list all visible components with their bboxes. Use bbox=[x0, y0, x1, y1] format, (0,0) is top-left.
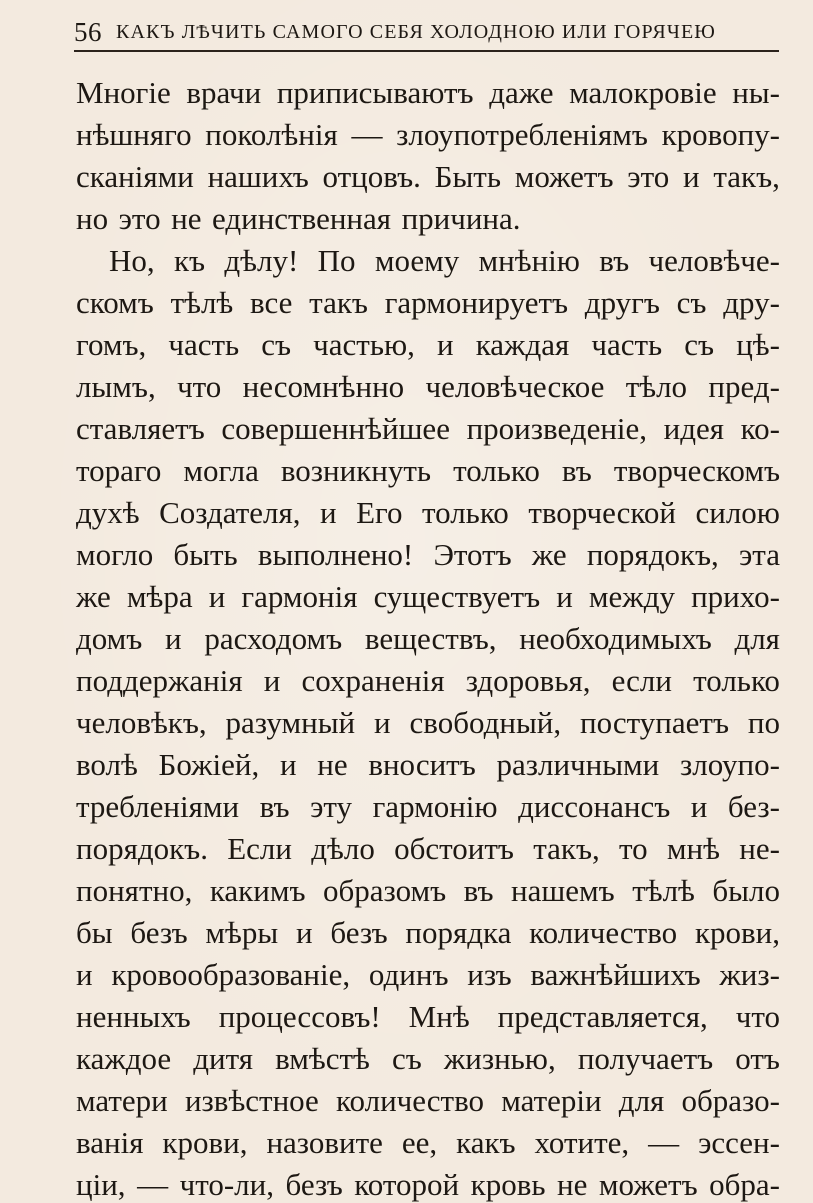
text-word: силою bbox=[695, 495, 780, 530]
text-word: только bbox=[421, 495, 509, 530]
text-word: что bbox=[735, 999, 780, 1034]
text-word: Божіей, bbox=[158, 747, 260, 782]
text-word: все bbox=[250, 285, 293, 320]
text-word: назовите bbox=[266, 1125, 383, 1160]
text-word: причина. bbox=[401, 201, 521, 236]
text-word: Но, bbox=[109, 243, 155, 278]
text-line bbox=[76, 870, 780, 912]
text-word: количество bbox=[336, 1083, 485, 1118]
text-word: можетъ bbox=[514, 159, 614, 194]
text-word: идея bbox=[663, 411, 725, 446]
text-word: домъ bbox=[76, 621, 143, 656]
text-word: возникнуть bbox=[280, 453, 432, 488]
text-word: можетъ bbox=[598, 1167, 698, 1202]
text-word: Многіе bbox=[76, 75, 171, 110]
text-word: жизнью, bbox=[443, 1041, 556, 1076]
text-word: каждое bbox=[76, 1041, 172, 1076]
text-word: и bbox=[208, 579, 226, 614]
text-word: и bbox=[437, 327, 454, 362]
text-word: не bbox=[171, 201, 202, 236]
text-word: образомъ bbox=[322, 873, 447, 908]
text-word: порядка bbox=[405, 915, 512, 950]
text-word: ненныхъ bbox=[76, 999, 191, 1034]
text-word: получаетъ bbox=[577, 1041, 714, 1076]
text-line bbox=[76, 744, 780, 786]
text-word: духѣ bbox=[76, 495, 140, 530]
text-word: каждая bbox=[475, 327, 570, 362]
text-word: не bbox=[317, 747, 348, 782]
text-word: тѣлѣ bbox=[632, 873, 695, 908]
text-word: произведеніе, bbox=[466, 411, 648, 446]
text-word: дру- bbox=[723, 285, 780, 320]
text-word: бы bbox=[76, 915, 113, 950]
text-word: крови, bbox=[162, 1125, 248, 1160]
text-word: гармонія bbox=[241, 579, 358, 614]
text-word: кровь bbox=[470, 1167, 546, 1202]
text-word: что-ли, bbox=[179, 1167, 274, 1202]
text-word: дѣло bbox=[311, 831, 375, 866]
text-word: ставляетъ bbox=[76, 411, 205, 446]
text-line bbox=[76, 576, 780, 618]
text-word: тѣлѣ bbox=[170, 285, 234, 320]
text-word: лымъ, bbox=[76, 369, 156, 404]
text-word: вмѣстѣ bbox=[275, 1041, 370, 1076]
text-word: которой bbox=[354, 1167, 460, 1202]
text-word: эссен- bbox=[698, 1125, 780, 1160]
text-word: такъ, bbox=[713, 159, 780, 194]
text-word: мѣры bbox=[205, 915, 279, 950]
text-line bbox=[76, 450, 780, 492]
text-word: и bbox=[165, 621, 182, 656]
text-word: и bbox=[279, 747, 297, 782]
text-word: ко- bbox=[740, 411, 780, 446]
text-word: отъ bbox=[735, 1041, 780, 1076]
text-word: же bbox=[76, 579, 111, 614]
text-word: могло bbox=[76, 537, 154, 572]
text-word: малокровіе bbox=[569, 75, 717, 110]
text-word: часть bbox=[168, 327, 240, 362]
page-header bbox=[74, 12, 779, 52]
body-text bbox=[76, 72, 780, 1203]
text-word: поддержанія bbox=[76, 663, 243, 698]
text-word: гармонію bbox=[372, 789, 498, 824]
text-word: свободный, bbox=[409, 705, 562, 740]
text-word: съ bbox=[684, 327, 715, 362]
text-word: волѣ bbox=[76, 747, 138, 782]
text-line bbox=[76, 828, 780, 870]
text-word: образо- bbox=[681, 1083, 780, 1118]
text-word: какимъ bbox=[209, 873, 306, 908]
text-word: въ bbox=[259, 789, 290, 824]
text-word: разумный bbox=[225, 705, 356, 740]
text-line bbox=[76, 1122, 780, 1164]
text-word: необходимыхъ bbox=[519, 621, 712, 656]
text-word: количество bbox=[529, 915, 678, 950]
text-word: безъ bbox=[330, 915, 388, 950]
text-word: такъ, bbox=[533, 831, 600, 866]
text-word: эта bbox=[738, 537, 780, 572]
text-word: между bbox=[588, 579, 675, 614]
text-word: творческой bbox=[528, 495, 676, 530]
text-word: нѣшняго bbox=[76, 117, 192, 152]
text-word: для bbox=[618, 1083, 665, 1118]
text-word: Мнѣ bbox=[408, 999, 470, 1034]
text-word: мнѣнію bbox=[478, 243, 580, 278]
text-word: это bbox=[118, 201, 161, 236]
text-word: представляется, bbox=[497, 999, 708, 1034]
text-line bbox=[76, 324, 780, 366]
text-word: это bbox=[627, 159, 670, 194]
text-word: понятно, bbox=[76, 873, 193, 908]
text-word: ее, bbox=[401, 1125, 438, 1160]
text-word: порядокъ. bbox=[76, 831, 208, 866]
text-word: пред- bbox=[708, 369, 780, 404]
text-word: и bbox=[683, 159, 700, 194]
text-word: съ bbox=[676, 285, 707, 320]
text-word: въ bbox=[561, 453, 592, 488]
text-word: быть bbox=[173, 537, 238, 572]
text-line bbox=[76, 492, 780, 534]
text-word: гомъ, bbox=[76, 327, 147, 362]
text-word: вноситъ bbox=[368, 747, 476, 782]
text-word: ны- bbox=[732, 75, 780, 110]
text-word: Его bbox=[356, 495, 403, 530]
text-word: для bbox=[734, 621, 780, 656]
text-word: мнѣ bbox=[666, 831, 720, 866]
text-line bbox=[76, 366, 780, 408]
text-word: моему bbox=[374, 243, 460, 278]
text-line bbox=[76, 618, 780, 660]
text-word: и bbox=[690, 789, 708, 824]
text-word: могла bbox=[183, 453, 259, 488]
text-word: прихо- bbox=[691, 579, 780, 614]
text-word: такъ bbox=[309, 285, 368, 320]
text-line bbox=[76, 72, 780, 114]
text-word: — bbox=[137, 1167, 169, 1202]
text-word: без- bbox=[727, 789, 780, 824]
text-word: приписываютъ bbox=[276, 75, 474, 110]
text-word: въ bbox=[599, 243, 630, 278]
text-line bbox=[76, 786, 780, 828]
text-word: одинъ bbox=[368, 957, 449, 992]
running-head: КАКЪ ЛѢЧИТЬ САМОГО СЕБЯ ХОЛОДНОЮ ИЛИ ГОРЯЧЕЮ bbox=[116, 21, 716, 43]
text-word: человѣческое bbox=[425, 369, 605, 404]
text-word: требленіями bbox=[76, 789, 240, 824]
text-word: жиз- bbox=[719, 957, 780, 992]
text-word: ванія bbox=[76, 1125, 144, 1160]
text-word: обра- bbox=[709, 1167, 780, 1202]
text-line bbox=[76, 198, 780, 240]
text-word: гармонируетъ bbox=[384, 285, 569, 320]
text-line bbox=[76, 534, 780, 576]
text-line bbox=[76, 1038, 780, 1080]
text-word: единственная bbox=[212, 201, 392, 236]
text-word: выполнено! bbox=[257, 537, 414, 572]
text-word: Быть bbox=[434, 159, 501, 194]
text-word: врачи bbox=[186, 75, 262, 110]
text-word: но bbox=[76, 201, 109, 236]
text-word: какъ bbox=[456, 1125, 516, 1160]
text-word: человѣкъ, bbox=[76, 705, 207, 740]
text-word: Если bbox=[227, 831, 292, 866]
text-word: только bbox=[693, 663, 780, 698]
text-word: Создателя, bbox=[159, 495, 301, 530]
text-word: частью, bbox=[313, 327, 415, 362]
text-word: — bbox=[351, 117, 383, 152]
text-word: поступаетъ bbox=[580, 705, 729, 740]
text-word: если bbox=[611, 663, 672, 698]
text-line bbox=[76, 1080, 780, 1122]
text-word: что bbox=[177, 369, 222, 404]
text-line bbox=[76, 1164, 780, 1203]
text-word: извѣстное bbox=[184, 1083, 319, 1118]
text-line bbox=[76, 240, 780, 282]
text-word: поколѣнія bbox=[205, 117, 338, 152]
text-word: не bbox=[557, 1167, 588, 1202]
text-word: крови, bbox=[694, 915, 780, 950]
text-word: было bbox=[712, 873, 780, 908]
text-word: не- bbox=[739, 831, 780, 866]
text-line bbox=[76, 114, 780, 156]
text-word: тораго bbox=[76, 453, 162, 488]
text-word: творческомъ bbox=[613, 453, 780, 488]
text-word: — bbox=[648, 1125, 680, 1160]
text-word: злоупо- bbox=[679, 747, 780, 782]
page-number: 56 bbox=[74, 17, 102, 47]
text-word: то bbox=[619, 831, 648, 866]
text-word: къ bbox=[173, 243, 206, 278]
text-word: съ bbox=[391, 1041, 422, 1076]
text-word: матеріи bbox=[501, 1083, 602, 1118]
text-word: съ bbox=[261, 327, 292, 362]
text-word: въ bbox=[463, 873, 494, 908]
text-word: дѣлу! bbox=[224, 243, 299, 278]
text-word: существуетъ bbox=[373, 579, 541, 614]
text-word: нашемъ bbox=[511, 873, 615, 908]
text-word: процессовъ! bbox=[218, 999, 381, 1034]
text-line bbox=[76, 156, 780, 198]
text-word: расходомъ bbox=[204, 621, 343, 656]
text-word: и bbox=[295, 915, 313, 950]
text-word: только bbox=[453, 453, 540, 488]
text-word: здоровья, bbox=[465, 663, 591, 698]
text-word: и bbox=[374, 705, 391, 740]
text-word: кровопу- bbox=[661, 117, 780, 152]
text-word: даже bbox=[489, 75, 554, 110]
text-word: сканіями bbox=[76, 159, 194, 194]
text-word: цѣ- bbox=[736, 327, 780, 362]
text-word: и bbox=[263, 663, 281, 698]
text-word: сохраненія bbox=[301, 663, 445, 698]
text-word: изъ bbox=[467, 957, 512, 992]
text-word: матери bbox=[76, 1083, 168, 1118]
text-word: важнѣйшихъ bbox=[530, 957, 701, 992]
text-word: же bbox=[531, 537, 567, 572]
text-word: различными bbox=[496, 747, 660, 782]
text-word: и bbox=[556, 579, 573, 614]
text-word: дитя bbox=[193, 1041, 254, 1076]
text-line bbox=[76, 702, 780, 744]
text-word: несомнѣнно bbox=[242, 369, 405, 404]
text-line bbox=[76, 954, 780, 996]
text-word: нашихъ bbox=[207, 159, 309, 194]
text-word: По bbox=[317, 243, 356, 278]
text-word: диссонансъ bbox=[518, 789, 671, 824]
text-word: Этотъ bbox=[433, 537, 512, 572]
text-word: и bbox=[76, 957, 93, 992]
text-word: скомъ bbox=[76, 285, 154, 320]
text-line bbox=[76, 408, 780, 450]
text-word: другъ bbox=[584, 285, 660, 320]
text-line bbox=[76, 912, 780, 954]
text-line bbox=[76, 282, 780, 324]
text-word: эту bbox=[310, 789, 353, 824]
text-line bbox=[76, 996, 780, 1038]
text-word: обстоитъ bbox=[394, 831, 514, 866]
text-word: и bbox=[320, 495, 337, 530]
text-word: ціи, bbox=[76, 1167, 126, 1202]
text-word: порядокъ, bbox=[586, 537, 719, 572]
text-word: веществъ, bbox=[364, 621, 497, 656]
text-word: кровообразованіе, bbox=[111, 957, 351, 992]
text-word: часть bbox=[591, 327, 663, 362]
text-word: мѣра bbox=[126, 579, 193, 614]
text-word: совершеннѣйшее bbox=[221, 411, 450, 446]
text-word: безъ bbox=[130, 915, 188, 950]
text-word: хотите, bbox=[534, 1125, 630, 1160]
text-word: человѣче- bbox=[648, 243, 780, 278]
text-line bbox=[76, 660, 780, 702]
text-word: по bbox=[747, 705, 780, 740]
text-word: безъ bbox=[285, 1167, 343, 1202]
text-word: отцовъ. bbox=[322, 159, 421, 194]
text-word: злоупотребленіямъ bbox=[396, 117, 648, 152]
text-word: тѣло bbox=[625, 369, 688, 404]
